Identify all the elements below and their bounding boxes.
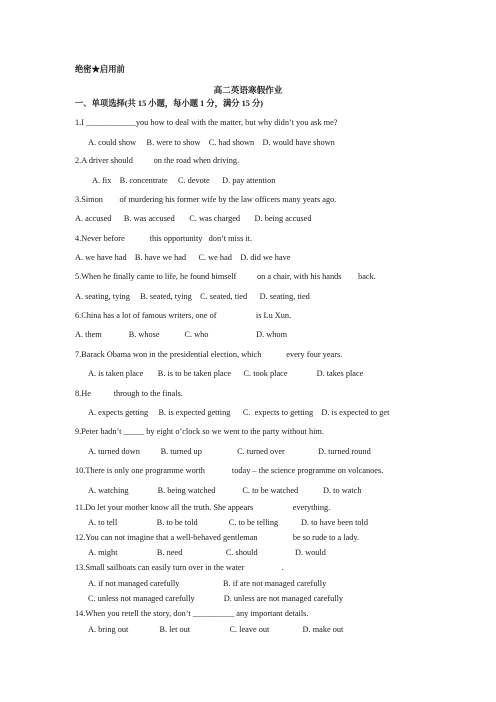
- question-options: A. them B. whose C. who D. whom: [75, 330, 288, 339]
- question-options: A. accused B. was accused C. was charged D. being accused: [75, 214, 312, 223]
- question-stem: 3.Simon of murdering his former wife by the law officers many years ago.: [75, 195, 337, 204]
- question-stem: 7.Barack Obama won in the presidential election, which every four years.: [75, 350, 343, 359]
- question-stem: 11.Do let your mother know all the truth. She appears everything.: [75, 503, 331, 512]
- secret-mark: 绝密★启用前: [75, 65, 125, 74]
- question-stem: 8.He through to the finals.: [75, 389, 183, 398]
- question-stem: 4.Never before this opportunity don’t miss it.: [75, 234, 253, 243]
- section-heading: 一、单项选择(共 15 小题，每小题 1 分，满分 15 分): [75, 99, 264, 108]
- question-stem: 9.Peter hadn’t _____ by eight o’clock so we went to the party without him.: [75, 427, 324, 436]
- question-options: A. if not managed carefully B. if are not managed carefully: [88, 579, 327, 588]
- question-stem: 6.China has a lot of famous writers, one of is Lu Xun.: [75, 311, 292, 320]
- question-stem: 2.A driver should on the road when driving.: [75, 156, 240, 165]
- question-options: A. watching B. being watched C. to be watched D. to watch: [88, 486, 362, 495]
- question-options: A. expects getting B. is expected getting C. expects to getting D. is expected to get: [88, 408, 390, 417]
- question-options: A. might B. need C. should D. would: [88, 548, 326, 557]
- question-options: A. fix B. concentrate C. devote D. pay attention: [92, 176, 276, 185]
- question-options: A. turned down B. turned up C. turned over D. turned round: [88, 447, 371, 456]
- question-options: A. bring out B. let out C. leave out D. make out: [88, 625, 344, 634]
- question-options: C. unless not managed carefully D. unless are not managed carefully: [88, 594, 344, 603]
- question-options: A. is taken place B. is to be taken place C. took place D. takes place: [88, 369, 364, 378]
- question-options: A. to tell B. to be told C. to be telling D. to have been told: [88, 518, 368, 527]
- question-options: A. we have had B. have we had C. we had D. did we have: [75, 253, 291, 262]
- question-stem: 12.You can not imagine that a well-behaved gentleman be so rude to a lady.: [75, 533, 360, 542]
- page-title: 高二英语寒假作业: [213, 85, 283, 95]
- question-stem: 14.When you retell the story, don’t __________ any important details.: [75, 609, 309, 618]
- question-stem: 1.I ____________you how to deal with the matter, but why didn’t you ask me?: [75, 118, 338, 127]
- question-stem: 10.There is only one programme worth today – the science programme on volcanoes.: [75, 466, 384, 475]
- question-options: A. could show B. were to show C. had shown D. would have shown: [88, 138, 335, 147]
- question-stem: 5.When he finally came to life, he found himself on a chair, with his hands back.: [75, 272, 376, 281]
- question-options: A. seating, tying B. seated, tying C. seated, tied D. seating, tied: [75, 292, 310, 301]
- question-stem: 13.Small sailboats can easily turn over in the water .: [75, 563, 284, 572]
